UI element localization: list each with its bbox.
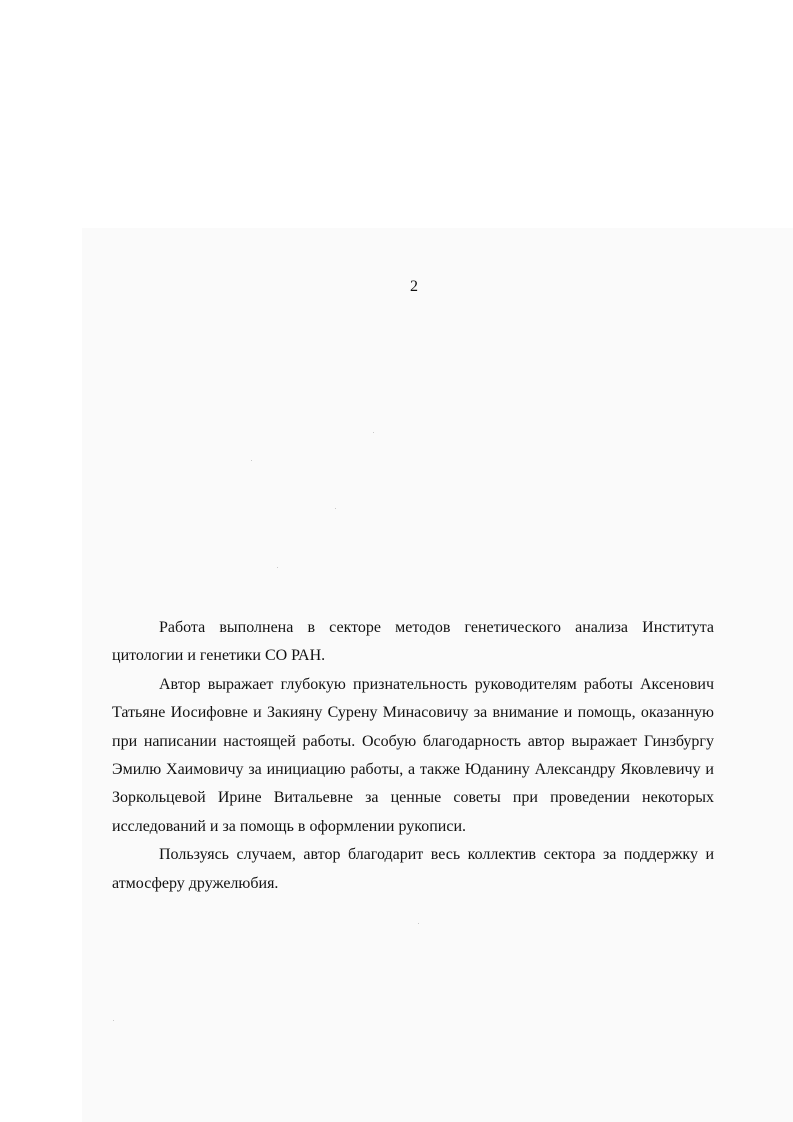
scan-speck: [418, 923, 419, 924]
scan-speck: [277, 567, 278, 568]
paragraph-2: Автор выражает глубокую признательность руководителям работы Аксенович Татьяне Иосифовне и Закияну Сурену Минасовичу за внимание и помощь, оказанную при написании настоящей работы. Особую благодарность автор выражает Гинзбургу Эмилю Хаимовичу за инициацию работы, а также Юданину Александру Яковлевичу и Зоркольцевой Ирине Витальевне за ценные советы при проведении некоторых исследований и за помощь в оформлении рукописи.: [112, 675, 714, 835]
paragraph-3: Пользуясь случаем, автор благодарит весь коллектив сектора за поддержку и атмосферу дружелюбия.: [112, 846, 714, 892]
paragraph-1: Работа выполнена в секторе методов генетического анализа Института цитологии и генетики СО РАН.: [112, 619, 714, 665]
page-number: 2: [410, 278, 418, 295]
scan-speck: [251, 460, 252, 461]
acknowledgements-text: [112, 614, 714, 898]
scan-speck: [373, 432, 374, 433]
scan-speck: [113, 1020, 114, 1021]
scan-speck: [335, 508, 336, 509]
